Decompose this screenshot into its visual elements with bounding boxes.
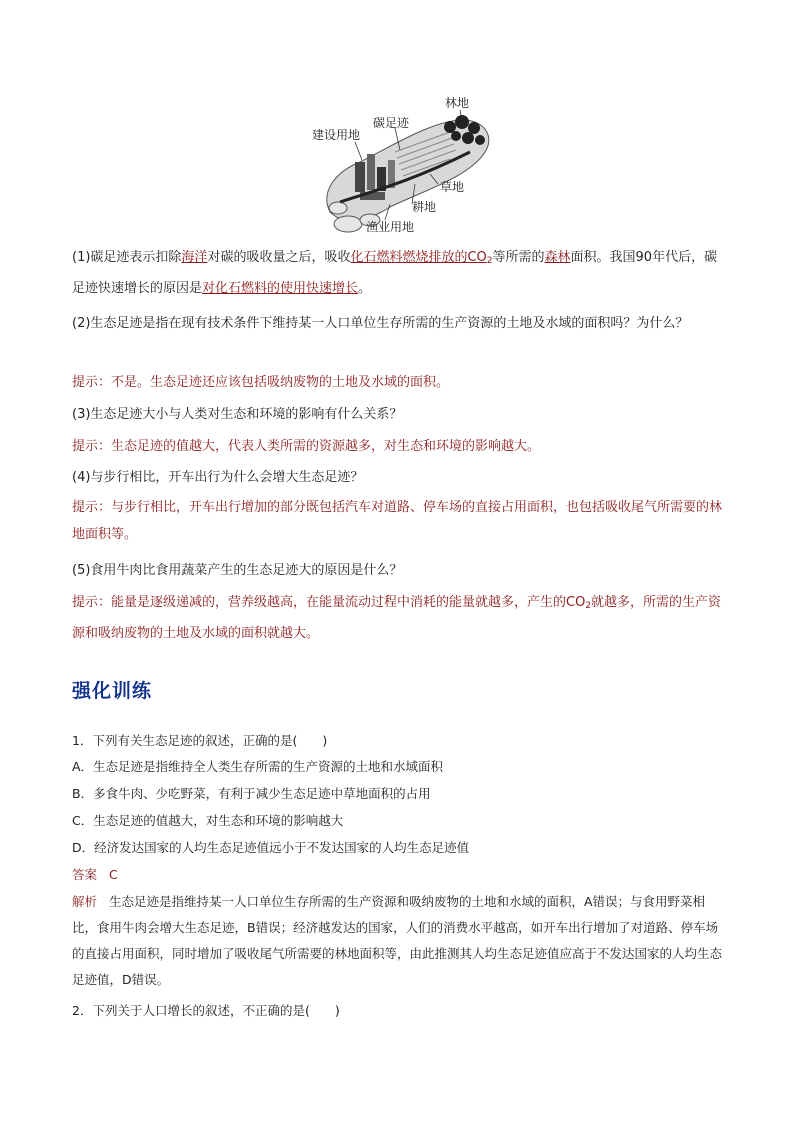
question-5: (5)食用牛肉比食用蔬菜产生的生态足迹大的原因是什么？ [72, 563, 403, 578]
grassland-label: 草地 [440, 180, 465, 194]
forest-label: 林地 [445, 96, 470, 110]
exercise-1-stem: 1．下列有关生态足迹的叙述，正确的是( ) [72, 733, 328, 748]
hint-5 [72, 589, 724, 647]
question-4: (4)与步行相比，开车出行为什么会增大生态足迹？ [72, 470, 364, 485]
exercise-1-analysis [72, 889, 724, 993]
q1-text-c: 对碳的吸收量之后，吸收 [207, 250, 351, 265]
question-1 [72, 244, 724, 302]
exercise-2-stem: 2．下列关于人口增长的叙述，不正确的是( ) [72, 1003, 340, 1018]
footprint-figure [300, 92, 500, 242]
section-title: 强化训练 [72, 680, 153, 702]
exercise-1-option-a: A．生态足迹是指维持全人类生存所需的生产资源的土地和水域面积 [72, 759, 444, 774]
q1-co2-subscript: 2 [486, 256, 493, 266]
q1-text-e: 等所需的 [492, 250, 545, 265]
hint-5-text-a: 提示：能量是逐级递减的，营养级越高，在能量流动过程中消耗的能量就越多，产生的CO [72, 595, 586, 610]
analysis-label: 解析 [72, 894, 98, 909]
hint-2: 提示：不是。生态足迹还应该包括吸纳废物的土地及水域的面积。 [72, 375, 450, 390]
exercise-1-option-b: B．多食牛肉、少吃野菜，有利于减少生态足迹中草地面积的占用 [72, 786, 431, 801]
question-3: (3)生态足迹大小与人类对生态和环境的影响有什么关系？ [72, 407, 403, 422]
carbon-footprint-label: 碳足迹 [373, 116, 410, 130]
cropland-label: 耕地 [412, 200, 437, 214]
hint-3: 提示：生态足迹的值越大，代表人类所需的资源越多，对生态和环境的影响越大。 [72, 439, 541, 454]
hint-5-text-b: 就越多，所需的生产资源和吸纳废物的土地及水域的面积就越大。 [72, 595, 722, 641]
question-2: (2)生态足迹是指在现有技术条件下维持某一人口单位生存所需的生产资源的土地及水域的面积吗？为什么？ [72, 316, 689, 331]
hint-5-co2-subscript: 2 [585, 601, 592, 611]
hint-4: 提示：与步行相比，开车出行增加的部分既包括汽车对道路、停车场的直接占用面积，也包括吸收尾气所需要的林地面积等。 [72, 500, 723, 542]
q1-text-g: 面积。我国90年代后，碳足迹快速增长的原因是 [72, 250, 718, 296]
answer-label: 答案 [72, 867, 98, 882]
q1-blank-fossil [350, 250, 492, 265]
built-land-label: 建设用地 [312, 128, 361, 142]
exercise-1-option-d: D．经济发达国家的人均生态足迹值远小于不发达国家的人均生态足迹值 [72, 840, 470, 855]
answer-value: C [108, 867, 118, 882]
q1-blank-reason: 对化石燃料的使用快速增长 [202, 281, 359, 296]
q1-blank-fossil-text: 化石燃料燃烧排放的CO [350, 250, 487, 265]
q1-text-a: (1)碳足迹表示扣除 [72, 250, 182, 265]
q1-blank-ocean: 海洋 [181, 250, 208, 265]
fishery-land-label: 渔业用地 [366, 220, 415, 234]
exercise-1-answer [72, 862, 724, 888]
exercise-1-option-c: C．生态足迹的值越大，对生态和环境的影响越大 [72, 813, 344, 828]
q1-blank-forest: 森林 [544, 250, 571, 265]
q1-text-i: 。 [358, 281, 372, 296]
analysis-text: 生态足迹是指维持某一人口单位生存所需的生产资源和吸纳废物的土地和水域的面积，A错误；与食用野菜相比，食用牛肉会增大生态足迹，B错误；经济越发达的国家，人们的消费水平越高，如开车出行增加了对道路、停车场的直接占用面积，同时增加了吸收尾气所需要的林地面积等，由此推测其人均生态足迹值应高于不发达国家的人均生态足迹值，D错误。 [72, 894, 723, 987]
